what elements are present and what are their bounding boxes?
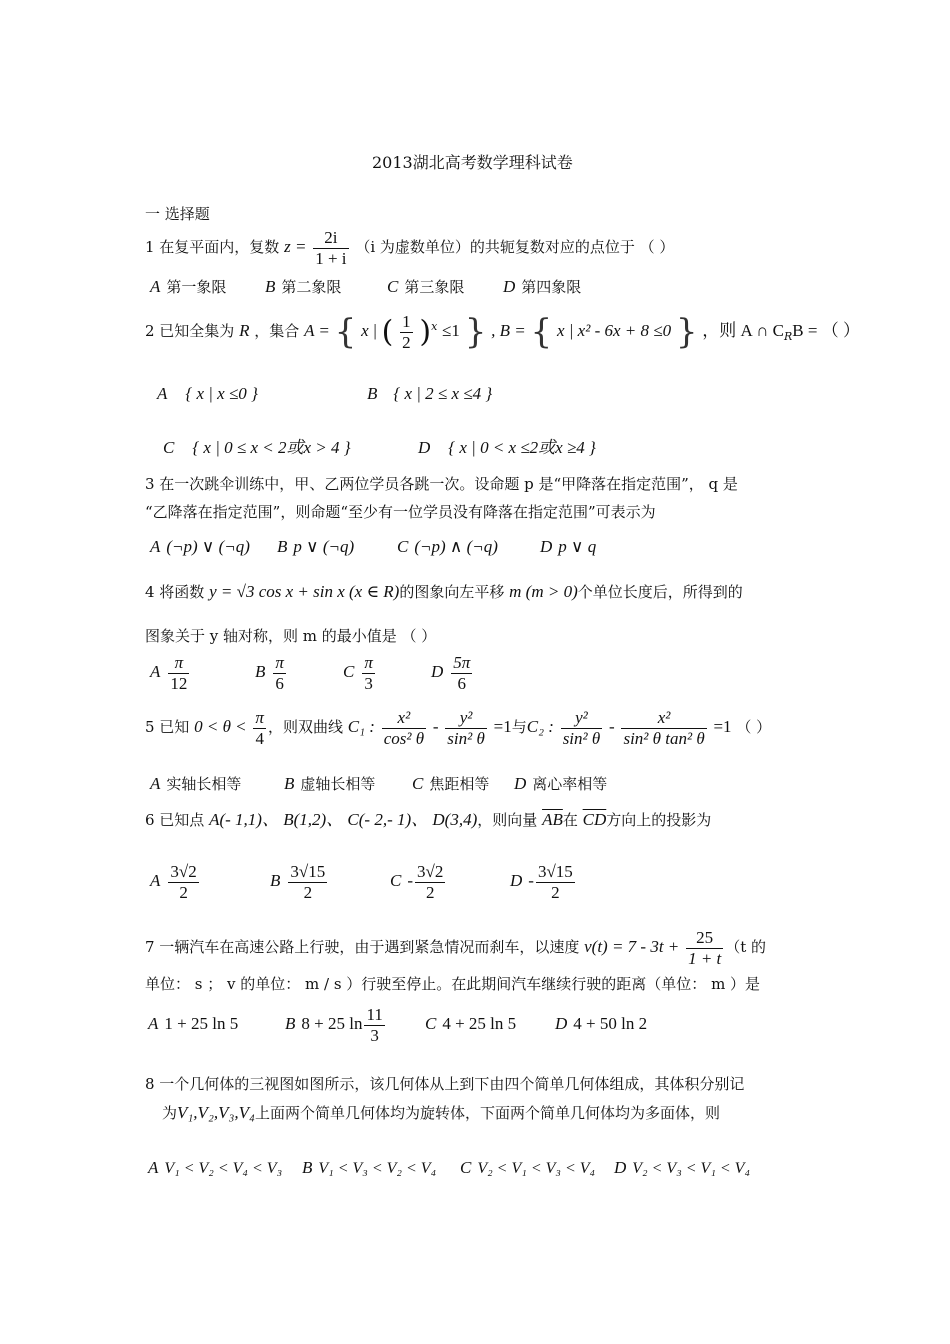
- frac-num: x²: [621, 708, 706, 729]
- q1-num: 2i: [313, 228, 348, 249]
- option-text: 离心率相等: [532, 775, 608, 793]
- option-label: A: [150, 661, 161, 681]
- option-den: 6: [457, 673, 467, 693]
- q8-l2b: 上面两个简单几何体均为旋转体，下面两个简单几何体均为多面体，则: [254, 1104, 720, 1122]
- q2-tail: ，则 A ∩ C: [702, 321, 784, 341]
- option-den: 3: [370, 1025, 379, 1045]
- q1-den: 1 + i: [315, 248, 347, 268]
- option-label: C: [343, 661, 355, 681]
- option-text: 焦距相等: [429, 775, 490, 793]
- q4-options: [150, 653, 474, 693]
- brace-close: }: [675, 312, 698, 353]
- q5-c2a: [561, 708, 603, 748]
- q2-tail2: B = （ ）: [792, 321, 860, 341]
- q2-option-a[interactable]: A { x | x ≤0 }: [157, 384, 258, 403]
- option-text: 第三象限: [404, 278, 465, 296]
- question-7: [145, 928, 766, 968]
- frac-den: sin² θ tan² θ: [623, 728, 705, 748]
- brace-open: {: [334, 312, 357, 353]
- option-text: 4 + 25 ln 5: [442, 1013, 517, 1033]
- q3-options: [150, 537, 596, 557]
- q2-option-d[interactable]: D { x | 0 < x ≤2或x ≥4 }: [418, 438, 596, 457]
- option-text: V₁ < V₂ < V₄ < V₃: [164, 1160, 283, 1177]
- q3-line1: 3 在一次跳伞训练中，甲、乙两位学员各跳一次。设命题 p 是“甲降落在指定范围”， q 是: [145, 475, 738, 493]
- option-num: π: [364, 653, 373, 672]
- q7-frac: [686, 928, 723, 968]
- option-label: D: [503, 277, 516, 296]
- q2-half: [400, 312, 413, 352]
- option-text: V₂ < V₃ < V₁ < V₄: [632, 1160, 751, 1177]
- option-text: x | 0 ≤ x < 2或x > 4: [203, 438, 340, 457]
- option-text: 第四象限: [521, 278, 582, 296]
- option-label: C: [390, 870, 402, 890]
- q7-num: 25: [686, 928, 723, 949]
- q5-and: 与: [511, 718, 527, 737]
- option-label: B: [255, 661, 266, 681]
- option-sign: -: [407, 870, 414, 890]
- q3-option-d[interactable]: [540, 537, 596, 557]
- q6-vector-cd: $\overline{CD}$: [582, 810, 607, 829]
- q6-prefix: 6 已知点: [145, 811, 205, 829]
- q2-set-b-label: , B =: [491, 321, 526, 341]
- q4-prefix: 4 将函数: [145, 583, 205, 601]
- option-label: D: [540, 537, 553, 556]
- paren-open: (: [381, 314, 394, 350]
- q4-option-a[interactable]: [150, 653, 255, 693]
- option-label: B: [277, 537, 288, 556]
- option-text: V₂ < V₁ < V₃ < V₄: [477, 1160, 596, 1177]
- option-den: 2: [551, 882, 560, 902]
- q8-line1: 8 一个几何体的三视图如图所示，该几何体从上到下由四个简单几何体组成，其体积分别记: [145, 1075, 745, 1093]
- option-num: π: [275, 653, 284, 672]
- q5-options: [150, 773, 607, 794]
- option-label: D: [614, 1158, 627, 1177]
- q2-prefix: 2 已知全集为: [145, 322, 235, 341]
- option-text: 第二象限: [281, 278, 342, 296]
- q5-eq1: =1: [493, 717, 512, 737]
- q5-c2b: [621, 708, 706, 748]
- option-label: B: [270, 870, 281, 890]
- q1-options: [150, 276, 581, 297]
- q7-tail: （t 的: [725, 938, 767, 957]
- option-num: 3√2: [417, 862, 444, 881]
- option-text: (¬p) ∨ (¬q): [166, 537, 250, 556]
- q6-option-c[interactable]: [390, 862, 510, 902]
- option-text: 4 + 50 ln 2: [573, 1013, 648, 1033]
- option-sign: -: [528, 870, 534, 890]
- option-label: A: [157, 384, 168, 403]
- q5-option-d[interactable]: [514, 773, 607, 794]
- brace-close: }: [464, 312, 487, 353]
- q5-cond-frac: [253, 708, 266, 748]
- option-text: x | x ≤0: [196, 384, 247, 403]
- question-4: [145, 581, 743, 602]
- q8-line2: [162, 1102, 720, 1123]
- option-num: 5π: [453, 653, 471, 672]
- question-1: [145, 228, 674, 268]
- option-text: p ∨ (¬q): [293, 537, 355, 556]
- q4-option-b[interactable]: [255, 653, 343, 693]
- q6-mid: ，则向量: [477, 811, 538, 829]
- frac-num: y²: [445, 708, 487, 729]
- q2-set-b: x | x² - 6x + 8 ≤0: [556, 321, 672, 341]
- q4-option-d[interactable]: [431, 653, 474, 693]
- q2-half-num: 1: [402, 312, 411, 331]
- q5-c1b: [445, 708, 487, 748]
- q5-option-b[interactable]: [284, 773, 412, 794]
- paren-close: ): [419, 314, 432, 350]
- q2-option-c[interactable]: C { x | 0 ≤ x < 2或x > 4 }: [163, 438, 351, 457]
- q5-cond-den: 4: [255, 728, 264, 748]
- q6-tail: 方向上的投影为: [606, 811, 712, 829]
- option-text: 实轴长相等: [166, 775, 242, 793]
- option-label: A: [148, 1158, 159, 1177]
- q4-function: y = √3 cos x + sin x (x ∈ R): [209, 582, 400, 601]
- q7-option-d[interactable]: [555, 1014, 647, 1034]
- q4-tail: 个单位长度后，所得到的: [577, 583, 743, 601]
- option-den: 2: [303, 882, 313, 902]
- q8-options: [148, 1158, 750, 1178]
- option-den: 12: [170, 673, 188, 693]
- option-label: A: [150, 774, 161, 793]
- q6-vector-ab: $\overline{AB}$: [542, 810, 563, 829]
- frac-den: cos² θ: [383, 728, 425, 748]
- option-den: 6: [275, 673, 284, 693]
- q8-option-c[interactable]: [460, 1158, 614, 1178]
- q6-points: A(- 1,1)、 B(1,2)、 C(- 2,- 1)、 D(3,4): [209, 810, 478, 829]
- q5-option-c[interactable]: [412, 773, 514, 794]
- q7-option-b[interactable]: [285, 1005, 425, 1045]
- q8-option-d[interactable]: [614, 1158, 750, 1178]
- option-text: V₁ < V₃ < V₂ < V₄: [318, 1160, 437, 1177]
- q5-eq2: =1: [713, 717, 732, 737]
- q2-set-a-var: x: [361, 321, 369, 341]
- q3-option-a[interactable]: [150, 537, 277, 557]
- option-num: 11: [366, 1005, 383, 1024]
- option-text: 第一象限: [166, 278, 227, 296]
- option-label: D: [510, 870, 523, 890]
- q5-c2: C₂ :: [526, 717, 554, 737]
- option-den: 2: [425, 882, 435, 902]
- option-label: D: [514, 774, 527, 793]
- q7-velocity: v(t) = 7 - 3t +: [584, 937, 680, 957]
- q8-vars: V₁,V₂,V₃,V₄: [177, 1103, 255, 1122]
- q2-le1: ≤1: [442, 321, 460, 341]
- option-label: B: [367, 384, 378, 403]
- q4-mid: 的图象向左平移: [399, 583, 505, 601]
- option-text: 8 + 25 ln: [301, 1013, 363, 1033]
- option-label: D: [418, 438, 431, 457]
- q5-mid: ，则双曲线: [267, 718, 343, 737]
- option-label: A: [150, 537, 161, 556]
- q2-exponent: x: [431, 320, 438, 334]
- option-label: C: [397, 537, 409, 556]
- q7-line2: 单位： s ； v 的单位： m / s ）行驶至停止。在此期间汽车继续行驶的距离（单位： m ）是: [145, 975, 761, 993]
- q7-option-c[interactable]: [425, 1014, 555, 1034]
- q3-option-b[interactable]: [277, 537, 397, 557]
- q2-universe: R: [239, 321, 250, 341]
- option-text: x | 0 < x ≤2或x ≥4: [459, 438, 585, 457]
- q6-options: [150, 862, 577, 902]
- q6-option-b[interactable]: [270, 862, 390, 902]
- q5-option-a[interactable]: [150, 773, 284, 794]
- q1-fraction: [313, 228, 348, 268]
- q1-note: （i 为虚数单位）的共轭复数对应的点位于 （ ）: [355, 238, 675, 257]
- q1-option-d[interactable]: [503, 276, 581, 297]
- q2-sub: R: [784, 330, 793, 344]
- option-label: B: [284, 774, 295, 793]
- q5-prefix: 5 已知: [145, 718, 190, 737]
- q2-set-a-label: A =: [304, 321, 330, 341]
- option-text: (¬p) ∧ (¬q): [414, 537, 498, 556]
- q2-option-b[interactable]: B { x | 2 ≤ x ≤4 }: [367, 384, 493, 403]
- option-label: D: [431, 661, 444, 681]
- q1-option-c[interactable]: [387, 276, 503, 297]
- option-label: A: [150, 870, 161, 890]
- q1-prefix: 1 在复平面内，复数: [145, 238, 280, 257]
- question-2: 2 已知全集为 R ，集合 A = { x | ( $\frac{1}{2}$ )$^x$ ≤1 } , B = { x | x² - 6x + 8 ≤0 } ，则 A ∩ $C_RB$ = （ ）: [145, 312, 860, 353]
- q8-l2a: 为: [162, 1104, 178, 1122]
- q1-option-b[interactable]: [265, 276, 387, 297]
- frac-num: x²: [382, 708, 426, 729]
- q7-option-a[interactable]: [148, 1014, 285, 1034]
- option-label: C: [163, 438, 175, 457]
- q5-cond-num: π: [255, 708, 264, 727]
- option-label: C: [387, 277, 399, 296]
- page-title: 2013湖北高考数学理科试卷: [372, 153, 573, 172]
- q7-den: 1 + t: [688, 948, 722, 968]
- option-num: 3√2: [170, 862, 197, 881]
- q3-option-c[interactable]: [397, 537, 540, 557]
- frac-den: sin² θ: [447, 728, 485, 748]
- option-label: D: [555, 1013, 568, 1033]
- q6-option-a[interactable]: [150, 862, 270, 902]
- q4-line2: 图象关于 y 轴对称，则 m 的最小值是 （ ）: [145, 627, 437, 645]
- option-text: 1 + 25 ln 5: [164, 1013, 239, 1033]
- option-num: 3√15: [537, 862, 573, 881]
- option-den: 2: [179, 882, 188, 902]
- q5-c1a: [382, 708, 426, 748]
- section-heading: 一 选择题: [145, 205, 210, 223]
- q7-prefix: 7 一辆汽车在高速公路上行驶，由于遇到紧急情况而刹车，以速度: [145, 938, 580, 957]
- frac-num: y²: [561, 708, 603, 729]
- option-num: π: [168, 653, 189, 674]
- q3-line2: “乙降落在指定范围”，则命题“至少有一位学员没有降落在指定范围”可表示为: [145, 503, 656, 521]
- option-num: 3√15: [290, 862, 326, 881]
- q4-shift: m (m > 0): [509, 582, 578, 601]
- q8-option-a[interactable]: [148, 1158, 302, 1178]
- option-label: B: [285, 1013, 296, 1033]
- q6-option-d[interactable]: [510, 862, 577, 902]
- question-6: [145, 805, 711, 830]
- brace-open: {: [530, 312, 553, 353]
- q8-option-b[interactable]: [302, 1158, 460, 1178]
- option-label: B: [302, 1158, 313, 1177]
- option-label: C: [412, 774, 424, 793]
- q1-z: z =: [284, 237, 307, 257]
- frac-den: sin² θ: [562, 728, 601, 748]
- option-label: B: [265, 277, 276, 296]
- option-text: x | 2 ≤ x ≤4: [404, 384, 482, 403]
- question-5: 5 已知 0 < θ < $\frac{\pi}{4}$ ，则双曲线 C₁ : $\frac{\text{x²}}{\text{cos² θ}}$ - $\frac{\text{y²}}{\text{sin² θ}}$ =1与C₂ : $\frac{\text{y²}}{\text{sin² θ}}$ - $\frac{\text{x²}}{\text{sin² θ tan² θ}}$ =1 （ ）: [145, 708, 772, 748]
- option-text: 虚轴长相等: [300, 775, 376, 793]
- q2-half-den: 2: [402, 332, 411, 352]
- option-label: C: [425, 1013, 437, 1033]
- q2-mid: ，集合: [254, 322, 300, 341]
- option-label: C: [460, 1158, 472, 1177]
- option-label: A: [148, 1013, 159, 1033]
- option-den: 3: [364, 673, 373, 693]
- q4-option-c[interactable]: [343, 653, 431, 693]
- option-text: p ∨ q: [558, 537, 597, 556]
- q6-in: 在: [562, 811, 578, 829]
- q7-options: [148, 1005, 647, 1045]
- q1-option-a[interactable]: [150, 276, 265, 297]
- q5-paren: （ ）: [736, 718, 772, 737]
- q5-condition: 0 < θ <: [194, 717, 247, 737]
- q5-c1: C₁ :: [347, 717, 375, 737]
- option-label: A: [150, 277, 161, 296]
